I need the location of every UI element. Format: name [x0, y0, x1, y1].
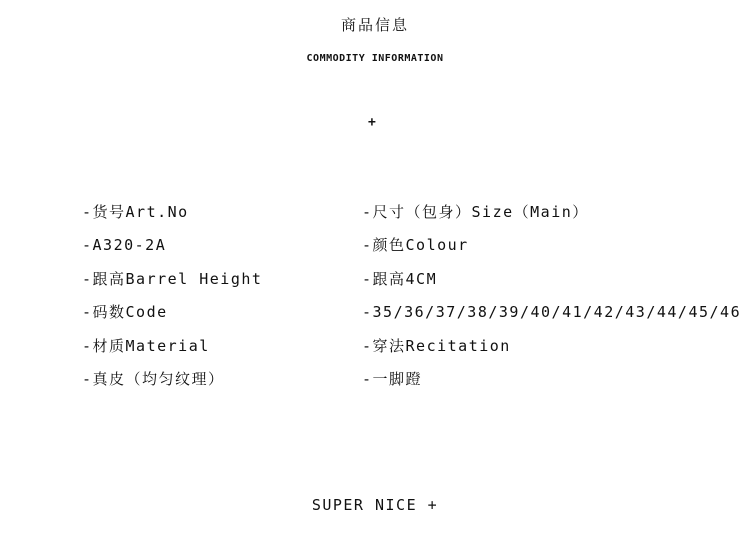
spec-item-wearing-method-value: -一脚蹬 — [362, 369, 423, 388]
page-title-en: COMMODITY INFORMATION — [306, 53, 444, 64]
page-title-cn: 商品信息 — [340, 16, 409, 34]
spec-list-left — [82, 202, 262, 402]
spec-item-heel-height-value: -跟高4CM — [362, 269, 438, 288]
plus-icon: + — [368, 115, 376, 130]
spec-item-art-no: -货号Art.No — [82, 203, 189, 221]
spec-item-bag-size: -尺寸（包身）Size（Main） — [362, 203, 589, 221]
spec-item-colour: -颜色Colour — [362, 236, 469, 255]
spec-list-right — [362, 202, 741, 402]
spec-item-wearing-method: -穿法Recitation — [362, 336, 511, 355]
spec-item-size-code: -码数Code — [82, 303, 168, 322]
spec-item-art-no-value: -A320-2A — [82, 236, 167, 255]
spec-item-material-value: -真皮（均匀纹理） — [82, 369, 225, 388]
spec-item-material: -材质Material — [82, 336, 210, 355]
spec-item-heel-height: -跟高Barrel Height — [82, 269, 263, 288]
footer-tagline: SUPER NICE + — [311, 496, 439, 514]
spec-item-size-code-values: -35/36/37/38/39/40/41/42/43/44/45/46 — [362, 303, 742, 322]
